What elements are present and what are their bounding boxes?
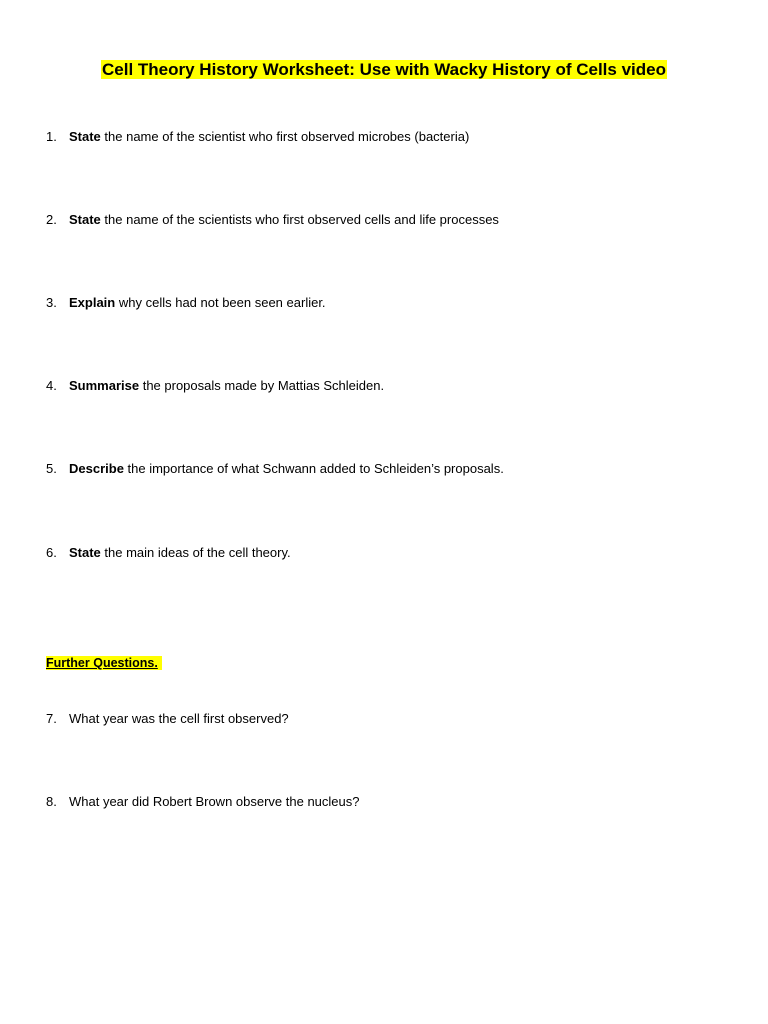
question-command-word: State: [69, 545, 101, 560]
question-number: 8.: [46, 794, 57, 809]
question-command-word: Explain: [69, 295, 116, 310]
further-questions-heading-text: Further Questions.: [46, 656, 162, 670]
question-1: [46, 128, 469, 146]
question-text: the name of the scientists who first observed cells and life processes: [100, 212, 499, 227]
question-command-word: Summarise: [69, 378, 140, 393]
question-8: [46, 793, 360, 811]
question-number: 6.: [46, 545, 57, 560]
question-number: 2.: [46, 212, 57, 227]
question-5: [46, 460, 504, 478]
question-number: 4.: [46, 378, 57, 393]
worksheet-title-text: Cell Theory History Worksheet: Use with Wacky History of Cells video: [102, 60, 666, 79]
question-4: [46, 377, 384, 395]
question-number: 1.: [46, 129, 57, 144]
question-command-word: State: [69, 129, 101, 144]
question-command-word: State: [69, 212, 101, 227]
question-text: the importance of what Schwann added to Schleiden’s proposals.: [123, 461, 504, 476]
question-command-word: Describe: [69, 461, 124, 476]
question-text: the proposals made by Mattias Schleiden.: [139, 378, 385, 393]
question-number: 7.: [46, 711, 57, 726]
question-text: What year was the cell first observed?: [69, 711, 289, 726]
question-2: [46, 211, 499, 229]
question-7: [46, 710, 289, 728]
question-text: the name of the scientist who first observed microbes (bacteria): [100, 129, 470, 144]
question-number: 5.: [46, 461, 57, 476]
further-questions-heading: [46, 654, 162, 672]
question-number: 3.: [46, 295, 57, 310]
question-text: why cells had not been seen earlier.: [115, 295, 326, 310]
question-3: [46, 294, 326, 312]
worksheet-title: [0, 58, 768, 82]
question-6: [46, 544, 291, 562]
question-text: the main ideas of the cell theory.: [100, 545, 291, 560]
question-text: What year did Robert Brown observe the nucleus?: [69, 794, 360, 809]
